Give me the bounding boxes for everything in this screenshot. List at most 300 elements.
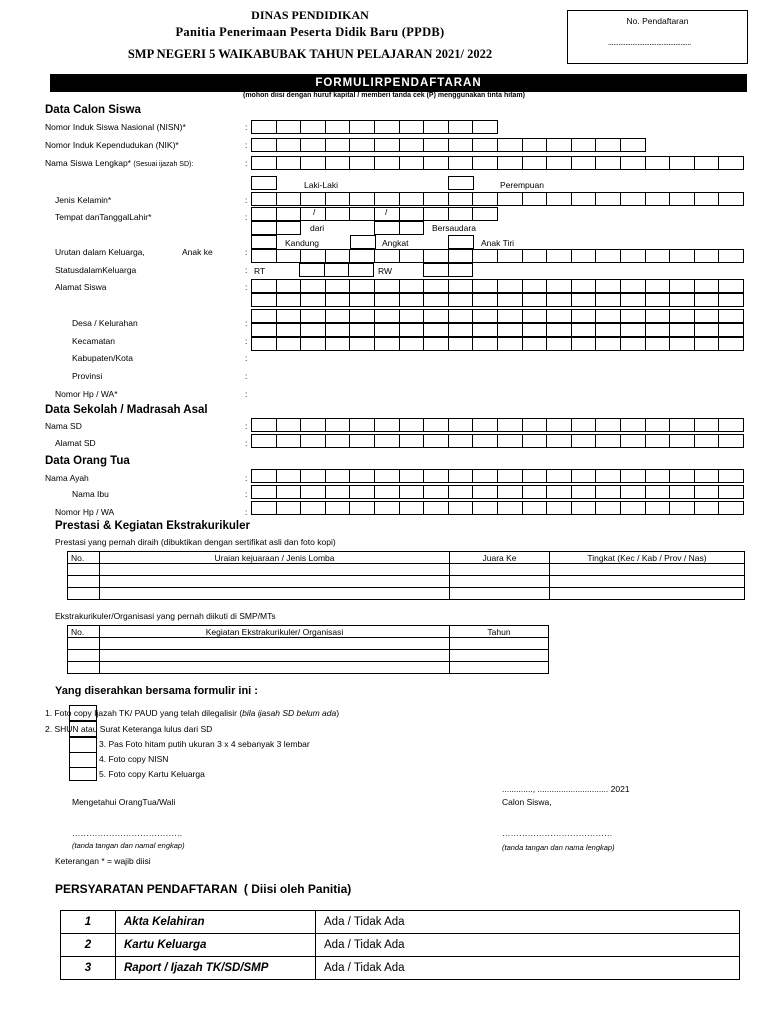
input-cell[interactable] (301, 418, 326, 432)
input-cell[interactable] (498, 249, 523, 263)
input-cell[interactable] (670, 192, 695, 206)
input-cell[interactable] (695, 501, 720, 515)
input-cell[interactable] (277, 192, 302, 206)
input-cell[interactable] (572, 323, 597, 337)
input-cell[interactable] (572, 138, 597, 152)
input-cell[interactable] (572, 309, 597, 323)
input-cell[interactable] (252, 176, 277, 190)
input-cell[interactable] (695, 418, 720, 432)
input-cell[interactable] (596, 249, 621, 263)
input-cell[interactable] (498, 192, 523, 206)
input-cell[interactable] (473, 279, 498, 293)
input-cell[interactable] (621, 293, 646, 307)
input-cell[interactable] (572, 418, 597, 432)
input-cell[interactable] (621, 418, 646, 432)
input-cell[interactable] (719, 323, 744, 337)
father-name-input-boxes[interactable] (251, 469, 744, 483)
input-cell[interactable] (596, 323, 621, 337)
input-cell[interactable] (670, 293, 695, 307)
input-cell[interactable] (646, 192, 671, 206)
input-cell[interactable] (350, 469, 375, 483)
input-cell[interactable] (400, 485, 425, 499)
input-cell[interactable] (449, 501, 474, 515)
input-cell[interactable] (277, 434, 302, 448)
input-cell[interactable] (326, 309, 351, 323)
address-input-boxes-row1[interactable] (251, 249, 744, 263)
input-cell[interactable] (646, 434, 671, 448)
input-cell[interactable] (449, 485, 474, 499)
input-cell[interactable] (277, 323, 302, 337)
input-cell[interactable] (424, 323, 449, 337)
input-cell[interactable] (326, 120, 351, 134)
input-cell[interactable] (646, 156, 671, 170)
input-cell[interactable] (596, 418, 621, 432)
address-input-boxes-row3[interactable] (251, 293, 744, 307)
input-cell[interactable] (424, 309, 449, 323)
input-cell[interactable] (719, 279, 744, 293)
input-cell[interactable] (695, 192, 720, 206)
input-cell[interactable] (326, 469, 351, 483)
input-cell[interactable] (719, 485, 744, 499)
input-cell[interactable] (252, 293, 277, 307)
input-cell[interactable] (350, 485, 375, 499)
input-cell[interactable] (424, 485, 449, 499)
input-cell[interactable] (621, 249, 646, 263)
requirement-status[interactable]: Ada / Tidak Ada (316, 911, 740, 934)
school-name-input-boxes[interactable] (251, 418, 744, 432)
input-cell[interactable] (375, 156, 400, 170)
input-cell[interactable] (523, 192, 548, 206)
input-cell[interactable] (424, 337, 449, 351)
input-cell[interactable] (695, 249, 720, 263)
input-cell[interactable] (375, 293, 400, 307)
input-cell[interactable] (326, 156, 351, 170)
input-cell[interactable] (277, 156, 302, 170)
input-cell[interactable] (498, 156, 523, 170)
input-cell[interactable] (375, 323, 400, 337)
input-cell[interactable] (670, 501, 695, 515)
signature-date[interactable]: ............., .............................. 2021 (502, 784, 630, 794)
input-cell[interactable] (375, 469, 400, 483)
input-cell[interactable] (596, 434, 621, 448)
input-cell[interactable] (572, 485, 597, 499)
nisn-input-boxes[interactable] (251, 120, 498, 134)
input-cell[interactable] (596, 279, 621, 293)
input-cell[interactable] (695, 337, 720, 351)
input-cell[interactable] (449, 293, 474, 307)
input-cell[interactable] (301, 337, 326, 351)
input-cell[interactable] (695, 309, 720, 323)
input-cell[interactable] (670, 309, 695, 323)
input-cell[interactable] (670, 323, 695, 337)
district-input-boxes[interactable] (251, 323, 744, 337)
input-cell[interactable] (719, 434, 744, 448)
input-cell[interactable] (523, 138, 548, 152)
full-name-input-boxes-row1[interactable] (251, 156, 744, 170)
input-cell[interactable] (473, 434, 498, 448)
input-cell[interactable] (277, 469, 302, 483)
input-cell[interactable] (621, 156, 646, 170)
input-cell[interactable] (349, 263, 374, 277)
input-cell[interactable] (498, 337, 523, 351)
input-cell[interactable] (572, 279, 597, 293)
input-cell[interactable] (252, 138, 277, 152)
input-cell[interactable] (400, 249, 425, 263)
input-cell[interactable] (670, 279, 695, 293)
input-cell[interactable] (449, 418, 474, 432)
address-input-boxes-row2[interactable] (251, 279, 744, 293)
input-cell[interactable] (547, 434, 572, 448)
input-cell[interactable] (473, 323, 498, 337)
input-cell[interactable] (350, 293, 375, 307)
input-cell[interactable] (670, 249, 695, 263)
input-cell[interactable] (449, 434, 474, 448)
input-cell[interactable] (400, 279, 425, 293)
input-cell[interactable] (596, 309, 621, 323)
document-checkbox-3[interactable] (69, 737, 97, 753)
input-cell[interactable] (301, 501, 326, 515)
input-cell[interactable] (449, 337, 474, 351)
input-cell[interactable] (596, 156, 621, 170)
input-cell[interactable] (375, 337, 400, 351)
input-cell[interactable] (621, 192, 646, 206)
input-cell[interactable] (719, 293, 744, 307)
input-cell[interactable] (547, 138, 572, 152)
input-cell[interactable] (621, 469, 646, 483)
input-cell[interactable] (449, 263, 474, 277)
input-cell[interactable] (277, 485, 302, 499)
input-cell[interactable] (473, 337, 498, 351)
input-cell[interactable] (498, 469, 523, 483)
input-cell[interactable] (695, 156, 720, 170)
input-cell[interactable] (646, 309, 671, 323)
input-cell[interactable] (350, 207, 375, 221)
input-cell[interactable] (350, 309, 375, 323)
input-cell[interactable] (277, 337, 302, 351)
input-cell[interactable] (350, 156, 375, 170)
input-cell[interactable] (350, 323, 375, 337)
input-cell[interactable] (326, 501, 351, 515)
input-cell[interactable] (277, 279, 302, 293)
input-cell[interactable] (646, 485, 671, 499)
input-cell[interactable] (326, 249, 351, 263)
input-cell[interactable] (301, 309, 326, 323)
input-cell[interactable] (596, 469, 621, 483)
input-cell[interactable] (449, 323, 474, 337)
input-cell[interactable] (375, 249, 400, 263)
input-cell[interactable] (252, 249, 277, 263)
input-cell[interactable] (572, 156, 597, 170)
input-cell[interactable] (301, 156, 326, 170)
input-cell[interactable] (547, 279, 572, 293)
input-cell[interactable] (424, 469, 449, 483)
input-cell[interactable] (719, 418, 744, 432)
status-angkat-checkbox[interactable] (350, 235, 376, 249)
input-cell[interactable] (300, 263, 325, 277)
input-cell[interactable] (596, 501, 621, 515)
input-cell[interactable] (252, 434, 277, 448)
input-cell[interactable] (252, 156, 277, 170)
input-cell[interactable] (572, 337, 597, 351)
input-cell[interactable] (252, 235, 277, 249)
input-cell[interactable] (596, 138, 621, 152)
input-cell[interactable] (301, 293, 326, 307)
input-cell[interactable] (424, 293, 449, 307)
input-cell[interactable] (424, 138, 449, 152)
document-checkbox-4[interactable] (69, 752, 97, 768)
input-cell[interactable] (498, 434, 523, 448)
input-cell[interactable] (596, 293, 621, 307)
input-cell[interactable] (350, 138, 375, 152)
input-cell[interactable] (424, 418, 449, 432)
input-cell[interactable] (252, 485, 277, 499)
input-cell[interactable] (695, 323, 720, 337)
input-cell[interactable] (523, 249, 548, 263)
input-cell[interactable] (719, 249, 744, 263)
input-cell[interactable] (621, 138, 646, 152)
input-cell[interactable] (351, 235, 376, 249)
input-cell[interactable] (326, 279, 351, 293)
input-cell[interactable] (424, 156, 449, 170)
input-cell[interactable] (301, 323, 326, 337)
input-cell[interactable] (695, 279, 720, 293)
input-cell[interactable] (424, 279, 449, 293)
input-cell[interactable] (523, 323, 548, 337)
input-cell[interactable] (621, 309, 646, 323)
input-cell[interactable] (277, 207, 302, 221)
input-cell[interactable] (375, 485, 400, 499)
input-cell[interactable] (523, 434, 548, 448)
input-cell[interactable] (400, 418, 425, 432)
input-cell[interactable] (400, 207, 425, 221)
input-cell[interactable] (277, 501, 302, 515)
input-cell[interactable] (277, 309, 302, 323)
status-tiri-checkbox[interactable] (448, 235, 474, 249)
input-cell[interactable] (473, 249, 498, 263)
input-cell[interactable] (719, 469, 744, 483)
input-cell[interactable] (252, 323, 277, 337)
gender-male-checkbox[interactable] (251, 176, 277, 190)
input-cell[interactable] (252, 469, 277, 483)
input-cell[interactable] (350, 501, 375, 515)
input-cell[interactable] (449, 192, 474, 206)
input-cell[interactable] (301, 279, 326, 293)
nik-input-boxes[interactable] (251, 138, 646, 152)
input-cell[interactable] (301, 469, 326, 483)
input-cell[interactable] (596, 485, 621, 499)
input-cell[interactable] (449, 207, 474, 221)
input-cell[interactable] (301, 485, 326, 499)
input-cell[interactable] (277, 418, 302, 432)
input-cell[interactable] (572, 501, 597, 515)
input-cell[interactable] (695, 485, 720, 499)
input-cell[interactable] (473, 293, 498, 307)
input-cell[interactable] (375, 434, 400, 448)
input-cell[interactable] (252, 207, 277, 221)
document-checkbox-5[interactable] (69, 767, 97, 781)
input-cell[interactable] (400, 323, 425, 337)
input-cell[interactable] (400, 337, 425, 351)
input-cell[interactable] (523, 501, 548, 515)
input-cell[interactable] (325, 263, 350, 277)
input-cell[interactable] (326, 207, 351, 221)
input-cell[interactable] (350, 337, 375, 351)
input-cell[interactable] (719, 337, 744, 351)
input-cell[interactable] (523, 485, 548, 499)
birth-place-date-input-boxes[interactable] (251, 207, 498, 221)
input-cell[interactable] (375, 309, 400, 323)
input-cell[interactable] (326, 192, 351, 206)
input-cell[interactable] (547, 501, 572, 515)
input-cell[interactable] (449, 120, 474, 134)
school-address-input-boxes[interactable] (251, 434, 744, 448)
input-cell[interactable] (670, 485, 695, 499)
input-cell[interactable] (350, 192, 375, 206)
regency-input-boxes[interactable] (251, 337, 744, 351)
input-cell[interactable] (719, 501, 744, 515)
full-name-input-boxes-row2[interactable] (251, 192, 744, 206)
input-cell[interactable] (277, 221, 302, 235)
input-cell[interactable] (523, 337, 548, 351)
input-cell[interactable] (252, 309, 277, 323)
input-cell[interactable] (326, 418, 351, 432)
siblings-count-input-boxes[interactable] (374, 221, 424, 235)
input-cell[interactable] (695, 434, 720, 448)
input-cell[interactable] (350, 249, 375, 263)
input-cell[interactable] (301, 138, 326, 152)
input-cell[interactable] (670, 418, 695, 432)
input-cell[interactable] (326, 337, 351, 351)
input-cell[interactable] (646, 337, 671, 351)
input-cell[interactable] (621, 501, 646, 515)
input-cell[interactable] (326, 138, 351, 152)
input-cell[interactable] (547, 485, 572, 499)
input-cell[interactable] (670, 434, 695, 448)
rw-input-boxes[interactable] (423, 263, 473, 277)
input-cell[interactable] (498, 418, 523, 432)
input-cell[interactable] (646, 279, 671, 293)
input-cell[interactable] (695, 293, 720, 307)
registration-number-field[interactable]: ................................................ (608, 38, 691, 47)
input-cell[interactable] (252, 337, 277, 351)
input-cell[interactable] (646, 293, 671, 307)
input-cell[interactable] (375, 279, 400, 293)
input-cell[interactable] (646, 418, 671, 432)
input-cell[interactable] (670, 337, 695, 351)
input-cell[interactable] (449, 156, 474, 170)
input-cell[interactable] (424, 263, 449, 277)
input-cell[interactable] (449, 469, 474, 483)
input-cell[interactable] (523, 156, 548, 170)
input-cell[interactable] (400, 120, 425, 134)
input-cell[interactable] (449, 138, 474, 152)
input-cell[interactable] (400, 434, 425, 448)
village-input-boxes[interactable] (251, 309, 744, 323)
input-cell[interactable] (719, 309, 744, 323)
input-cell[interactable] (498, 485, 523, 499)
input-cell[interactable] (277, 293, 302, 307)
input-cell[interactable] (646, 501, 671, 515)
signature-student-line[interactable]: ………………………………… (502, 828, 613, 838)
input-cell[interactable] (670, 469, 695, 483)
input-cell[interactable] (547, 309, 572, 323)
input-cell[interactable] (326, 293, 351, 307)
child-order-input-boxes[interactable] (251, 221, 301, 235)
input-cell[interactable] (621, 337, 646, 351)
input-cell[interactable] (400, 469, 425, 483)
input-cell[interactable] (252, 192, 277, 206)
input-cell[interactable] (350, 434, 375, 448)
input-cell[interactable] (572, 469, 597, 483)
input-cell[interactable] (473, 207, 498, 221)
input-cell[interactable] (523, 418, 548, 432)
parent-phone-input-boxes[interactable] (251, 501, 744, 515)
input-cell[interactable] (547, 469, 572, 483)
mother-name-input-boxes[interactable] (251, 485, 744, 499)
signature-parent-line[interactable]: ………………………………… (72, 828, 183, 838)
input-cell[interactable] (449, 249, 474, 263)
status-kandung-checkbox[interactable] (251, 235, 277, 249)
input-cell[interactable] (473, 485, 498, 499)
input-cell[interactable] (301, 192, 326, 206)
input-cell[interactable] (473, 138, 498, 152)
input-cell[interactable] (375, 501, 400, 515)
gender-female-checkbox[interactable] (448, 176, 474, 190)
input-cell[interactable] (670, 156, 695, 170)
input-cell[interactable] (400, 138, 425, 152)
input-cell[interactable] (400, 309, 425, 323)
input-cell[interactable] (523, 279, 548, 293)
input-cell[interactable] (621, 434, 646, 448)
input-cell[interactable] (400, 293, 425, 307)
input-cell[interactable] (375, 192, 400, 206)
input-cell[interactable] (719, 156, 744, 170)
rt-input-boxes[interactable] (299, 263, 374, 277)
input-cell[interactable] (498, 323, 523, 337)
input-cell[interactable] (449, 309, 474, 323)
input-cell[interactable] (375, 221, 400, 235)
input-cell[interactable] (498, 501, 523, 515)
input-cell[interactable] (572, 192, 597, 206)
input-cell[interactable] (547, 323, 572, 337)
input-cell[interactable] (695, 469, 720, 483)
input-cell[interactable] (326, 434, 351, 448)
input-cell[interactable] (277, 138, 302, 152)
input-cell[interactable] (400, 221, 425, 235)
input-cell[interactable] (572, 249, 597, 263)
input-cell[interactable] (646, 323, 671, 337)
input-cell[interactable] (350, 418, 375, 432)
input-cell[interactable] (523, 309, 548, 323)
input-cell[interactable] (646, 469, 671, 483)
input-cell[interactable] (326, 485, 351, 499)
input-cell[interactable] (252, 120, 277, 134)
input-cell[interactable] (572, 293, 597, 307)
input-cell[interactable] (252, 501, 277, 515)
input-cell[interactable] (547, 293, 572, 307)
input-cell[interactable] (621, 485, 646, 499)
input-cell[interactable] (326, 323, 351, 337)
input-cell[interactable] (498, 309, 523, 323)
input-cell[interactable] (277, 120, 302, 134)
input-cell[interactable] (449, 235, 474, 249)
input-cell[interactable] (547, 156, 572, 170)
input-cell[interactable] (523, 469, 548, 483)
input-cell[interactable] (498, 293, 523, 307)
input-cell[interactable] (547, 337, 572, 351)
input-cell[interactable] (572, 434, 597, 448)
input-cell[interactable] (424, 207, 449, 221)
